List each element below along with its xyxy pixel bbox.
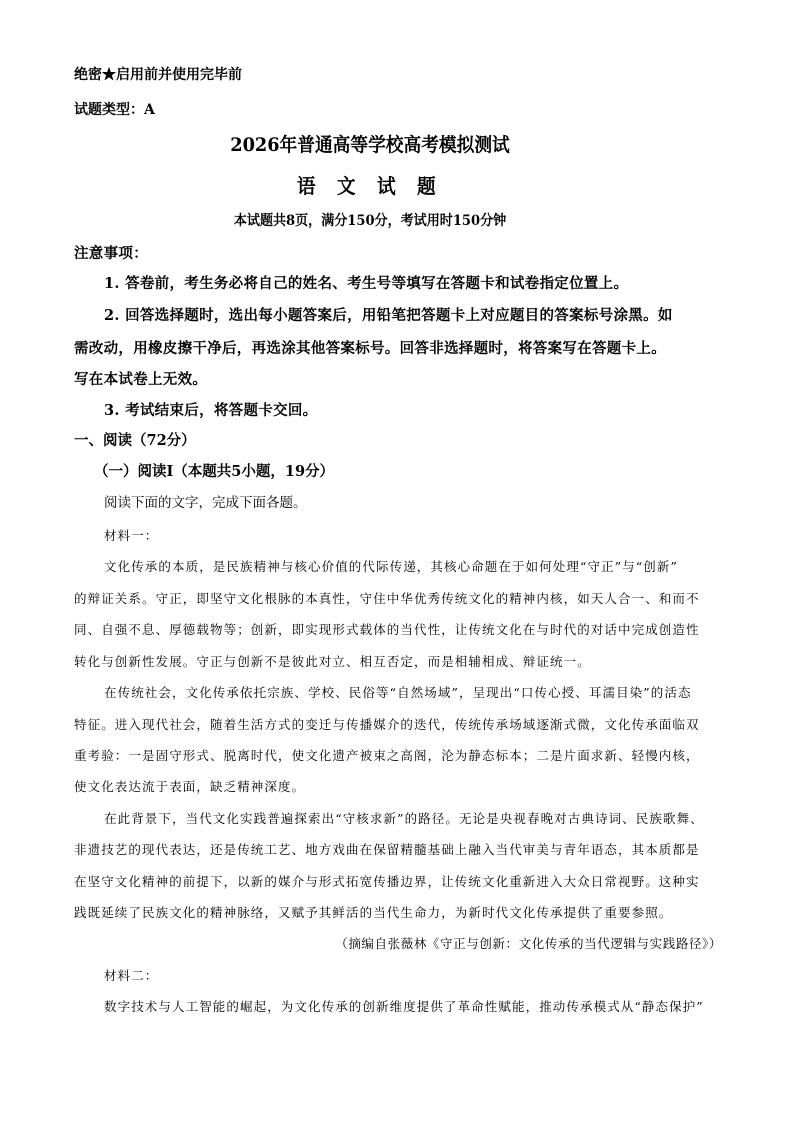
notice-item-3: 3. 考试结束后，将答题卡交回。 bbox=[104, 402, 318, 419]
material-1-line: 的辩证关系。守正，即坚守文化根脉的本真性，守住中华优秀传统文化的精神内核，如天人合一、和而不 bbox=[74, 591, 700, 606]
material-1-line: 同、自强不息、厚德载物等；创新，即实现形式载体的当代性，让传统文化在与时代的对话中完成创造性 bbox=[74, 622, 700, 637]
reading-instruction: 阅读下面的文字，完成下面各题。 bbox=[104, 495, 307, 511]
material-1-label: 材料一： bbox=[104, 528, 159, 543]
material-1-source: （摘编自张薇林《守正与创新：文化传承的当代逻辑与实践路径》） bbox=[335, 936, 722, 951]
material-2-line: 数字技术与人工智能的崛起，为文化传承的创新维度提供了革命性赋能，推动传承模式从“静态保护” bbox=[104, 999, 704, 1014]
notice-item-1: 1. 答卷前，考生务必将自己的姓名、考生号等填写在答题卡和试卷指定位置上。 bbox=[104, 275, 629, 292]
exam-title: 2026年普通高等学校高考模拟测试 bbox=[230, 134, 510, 156]
material-1-line: 文化传承的本质，是民族精神与核心价值的代际传递，其核心命题在于如何处理“守正”与“创新” bbox=[104, 559, 678, 574]
material-2-label: 材料二： bbox=[104, 968, 159, 983]
material-1-line: 非遗技艺的现代表达，还是传统工艺、地方戏曲在保留精髓基础上融入当代审美与青年语态，其本质都是 bbox=[74, 842, 700, 857]
exam-info: 本试题共8页，满分150分，考试用时150分钟 bbox=[233, 213, 507, 229]
subject-title: 语 文 试 题 bbox=[296, 174, 444, 198]
notice-item-2: 2. 回答选择题时，选出每小题答案后，用铅笔把答题卡上对应题目的答案标号涂黑。如 bbox=[104, 307, 673, 324]
material-1-line: 践既延续了民族文化的精神脉络，又赋予其鲜活的当代生命力，为新时代文化传承提供了重要参照。 bbox=[74, 905, 673, 920]
material-1-line: 在传统社会，文化传承依托宗族、学校、民俗等“自然场域”，呈现出“口传心授、耳濡目染”的活态 bbox=[104, 685, 692, 700]
confidential-label: 绝密★启用前并使用完毕前 bbox=[74, 67, 242, 83]
exam-type-label: 试题类型：A bbox=[74, 102, 155, 118]
subsection-heading: （一）阅读Ⅰ（本题共5小题，19分） bbox=[94, 463, 335, 480]
section-heading: 一、阅读（72分） bbox=[74, 432, 196, 449]
material-1-line: 在坚守文化精神的前提下，以新的媒介与形式拓宽传播边界，让传统文化重新进入大众日常视野。这种实 bbox=[74, 874, 700, 889]
material-1-line: 在此背景下，当代文化实践普遍探索出“守核求新”的路径。无论是央视春晚对古典诗词、民族歌舞、 bbox=[104, 811, 704, 826]
notice-heading: 注意事项： bbox=[74, 245, 148, 262]
material-1-line: 使文化表达流于表面，缺乏精神深度。 bbox=[74, 779, 306, 794]
notice-item-2-cont: 需改动，用橡皮擦干净后，再选涂其他答案标号。回答非选择题时，将答案写在答题卡上。 bbox=[74, 340, 666, 357]
material-1-line: 重考验：一是固守形式、脱离时代，使文化遗产被束之高阁，沦为静态标本；二是片面求新、轻慢内核， bbox=[74, 748, 700, 763]
material-1-line: 转化与创新性发展。守正与创新不是彼此对立、相互否定，而是相辅相成、辩证统一。 bbox=[74, 654, 591, 669]
notice-item-2-end: 写在本试卷上无效。 bbox=[74, 371, 208, 388]
material-1-line: 特征。进入现代社会，随着生活方式的变迁与传播媒介的迭代，传统传承场域逐渐式微，文化传承面临双 bbox=[74, 717, 700, 732]
